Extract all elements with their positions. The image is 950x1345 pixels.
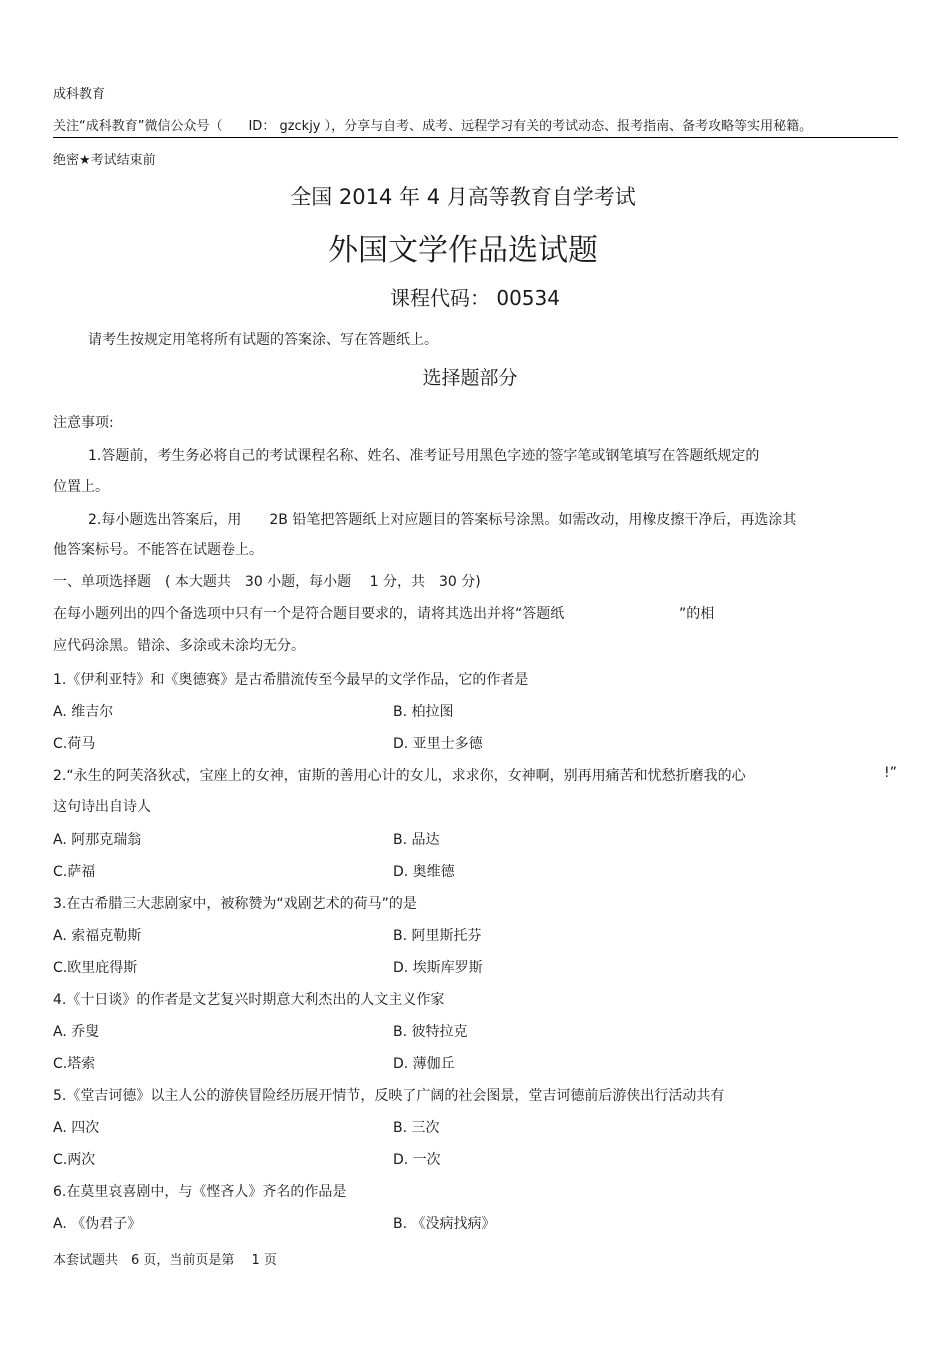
option-a: A. 《伪君子》 (53, 1216, 142, 1232)
question-stem: 3.在古希腊三大悲剧家中，被称赞为“戏剧艺术的荷马”的是 (53, 896, 417, 912)
option-a: A. 乔叟 (53, 1024, 100, 1040)
option-b: B. 柏拉图 (393, 704, 454, 720)
option-a: A. 四次 (53, 1120, 100, 1136)
note-2-line-1: 2.每小题选出答案后，用 2B 铅笔把答题纸上对应题目的答案标号涂黑。如需改动，用橡皮擦干净后，再选涂其 (88, 512, 797, 528)
question-stem-continued: 这句诗出自诗人 (53, 799, 151, 815)
option-b: B. 《没病找病》 (393, 1216, 496, 1232)
question-stem: 2.“永生的阿芙洛狄忒，宝座上的女神，宙斯的善用心计的女儿，求求你，女神啊，别再用痛苦和忧愁折磨我的心 (53, 768, 746, 784)
question-stem: 4.《十日谈》的作者是文艺复兴时期意大利杰出的人文主义作家 (53, 992, 445, 1008)
question-stem: 6.在莫里哀喜剧中，与《悭吝人》齐名的作品是 (53, 1184, 347, 1200)
part1-desc-line-1b: ”的相 (679, 606, 715, 622)
option-d: D. 薄伽丘 (393, 1056, 455, 1072)
option-b: B. 彼特拉克 (393, 1024, 468, 1040)
option-d: D. 亚里士多德 (393, 736, 483, 752)
note-1-line-2: 位置上。 (53, 479, 109, 495)
option-c: C.塔索 (53, 1056, 96, 1072)
page-footer: 本套试题共 6 页，当前页是第 1 页 (53, 1253, 277, 1268)
question-stem: 5.《堂吉诃德》以主人公的游侠冒险经历展开情节，反映了广阔的社会图景，堂吉诃德前后游侠出行活动共有 (53, 1088, 725, 1104)
option-a: A. 维吉尔 (53, 704, 114, 720)
option-d: D. 奥维德 (393, 864, 455, 880)
note-2-line-2: 他答案标号。不能答在试题卷上。 (53, 542, 263, 558)
option-b: B. 三次 (393, 1120, 440, 1136)
option-a: A. 阿那克瑞翁 (53, 832, 142, 848)
wechat-notice: 关注“成科教育”微信公众号（ ID： gzckjy ），分享与自考、成考、远程学习有关的考试动态、报考指南、备考攻略等实用秘籍。 (53, 119, 813, 134)
option-d: D. 一次 (393, 1152, 441, 1168)
exam-title: 全国 2014 年 4 月高等教育自学考试 (290, 185, 636, 209)
option-c: C.欧里庇得斯 (53, 960, 138, 976)
course-code: 课程代码： 00534 (390, 286, 560, 310)
option-c: C.荷马 (53, 736, 96, 752)
option-b: B. 阿里斯托芬 (393, 928, 482, 944)
header-divider (53, 137, 898, 138)
part1-desc-line-1a: 在每小题列出的四个备选项中只有一个是符合题目要求的，请将其选出并将“答题纸 (53, 606, 565, 622)
option-c: C.两次 (53, 1152, 96, 1168)
option-a: A. 索福克勒斯 (53, 928, 142, 944)
notes-heading: 注意事项: (53, 415, 114, 431)
part1-desc-line-2: 应代码涂黑。错涂、多涂或未涂均无分。 (53, 638, 305, 654)
section-title: 选择题部分 (422, 367, 518, 389)
note-1-line-1: 1.答题前，考生务必将自己的考试课程名称、姓名、准考证号用黑色字迹的签字笔或钢笔填写在答题纸规定的 (88, 448, 760, 464)
option-b: B. 品达 (393, 832, 440, 848)
part1-heading: 一、单项选择题 ( 本大题共 30 小题，每小题 1 分，共 30 分) (53, 574, 481, 590)
option-c: C.萨福 (53, 864, 96, 880)
option-d: D. 埃斯库罗斯 (393, 960, 483, 976)
secret-label: 绝密★考试结束前 (53, 153, 156, 168)
question-stem: 1.《伊利亚特》和《奥德赛》是古希腊流传至今最早的文学作品，它的作者是 (53, 672, 529, 688)
instruction: 请考生按规定用笔将所有试题的答案涂、写在答题纸上。 (88, 332, 438, 348)
subject-title: 外国文学作品选试题 (328, 233, 598, 268)
question-stem-end: !” (884, 765, 897, 781)
org-name: 成科教育 (53, 87, 106, 102)
